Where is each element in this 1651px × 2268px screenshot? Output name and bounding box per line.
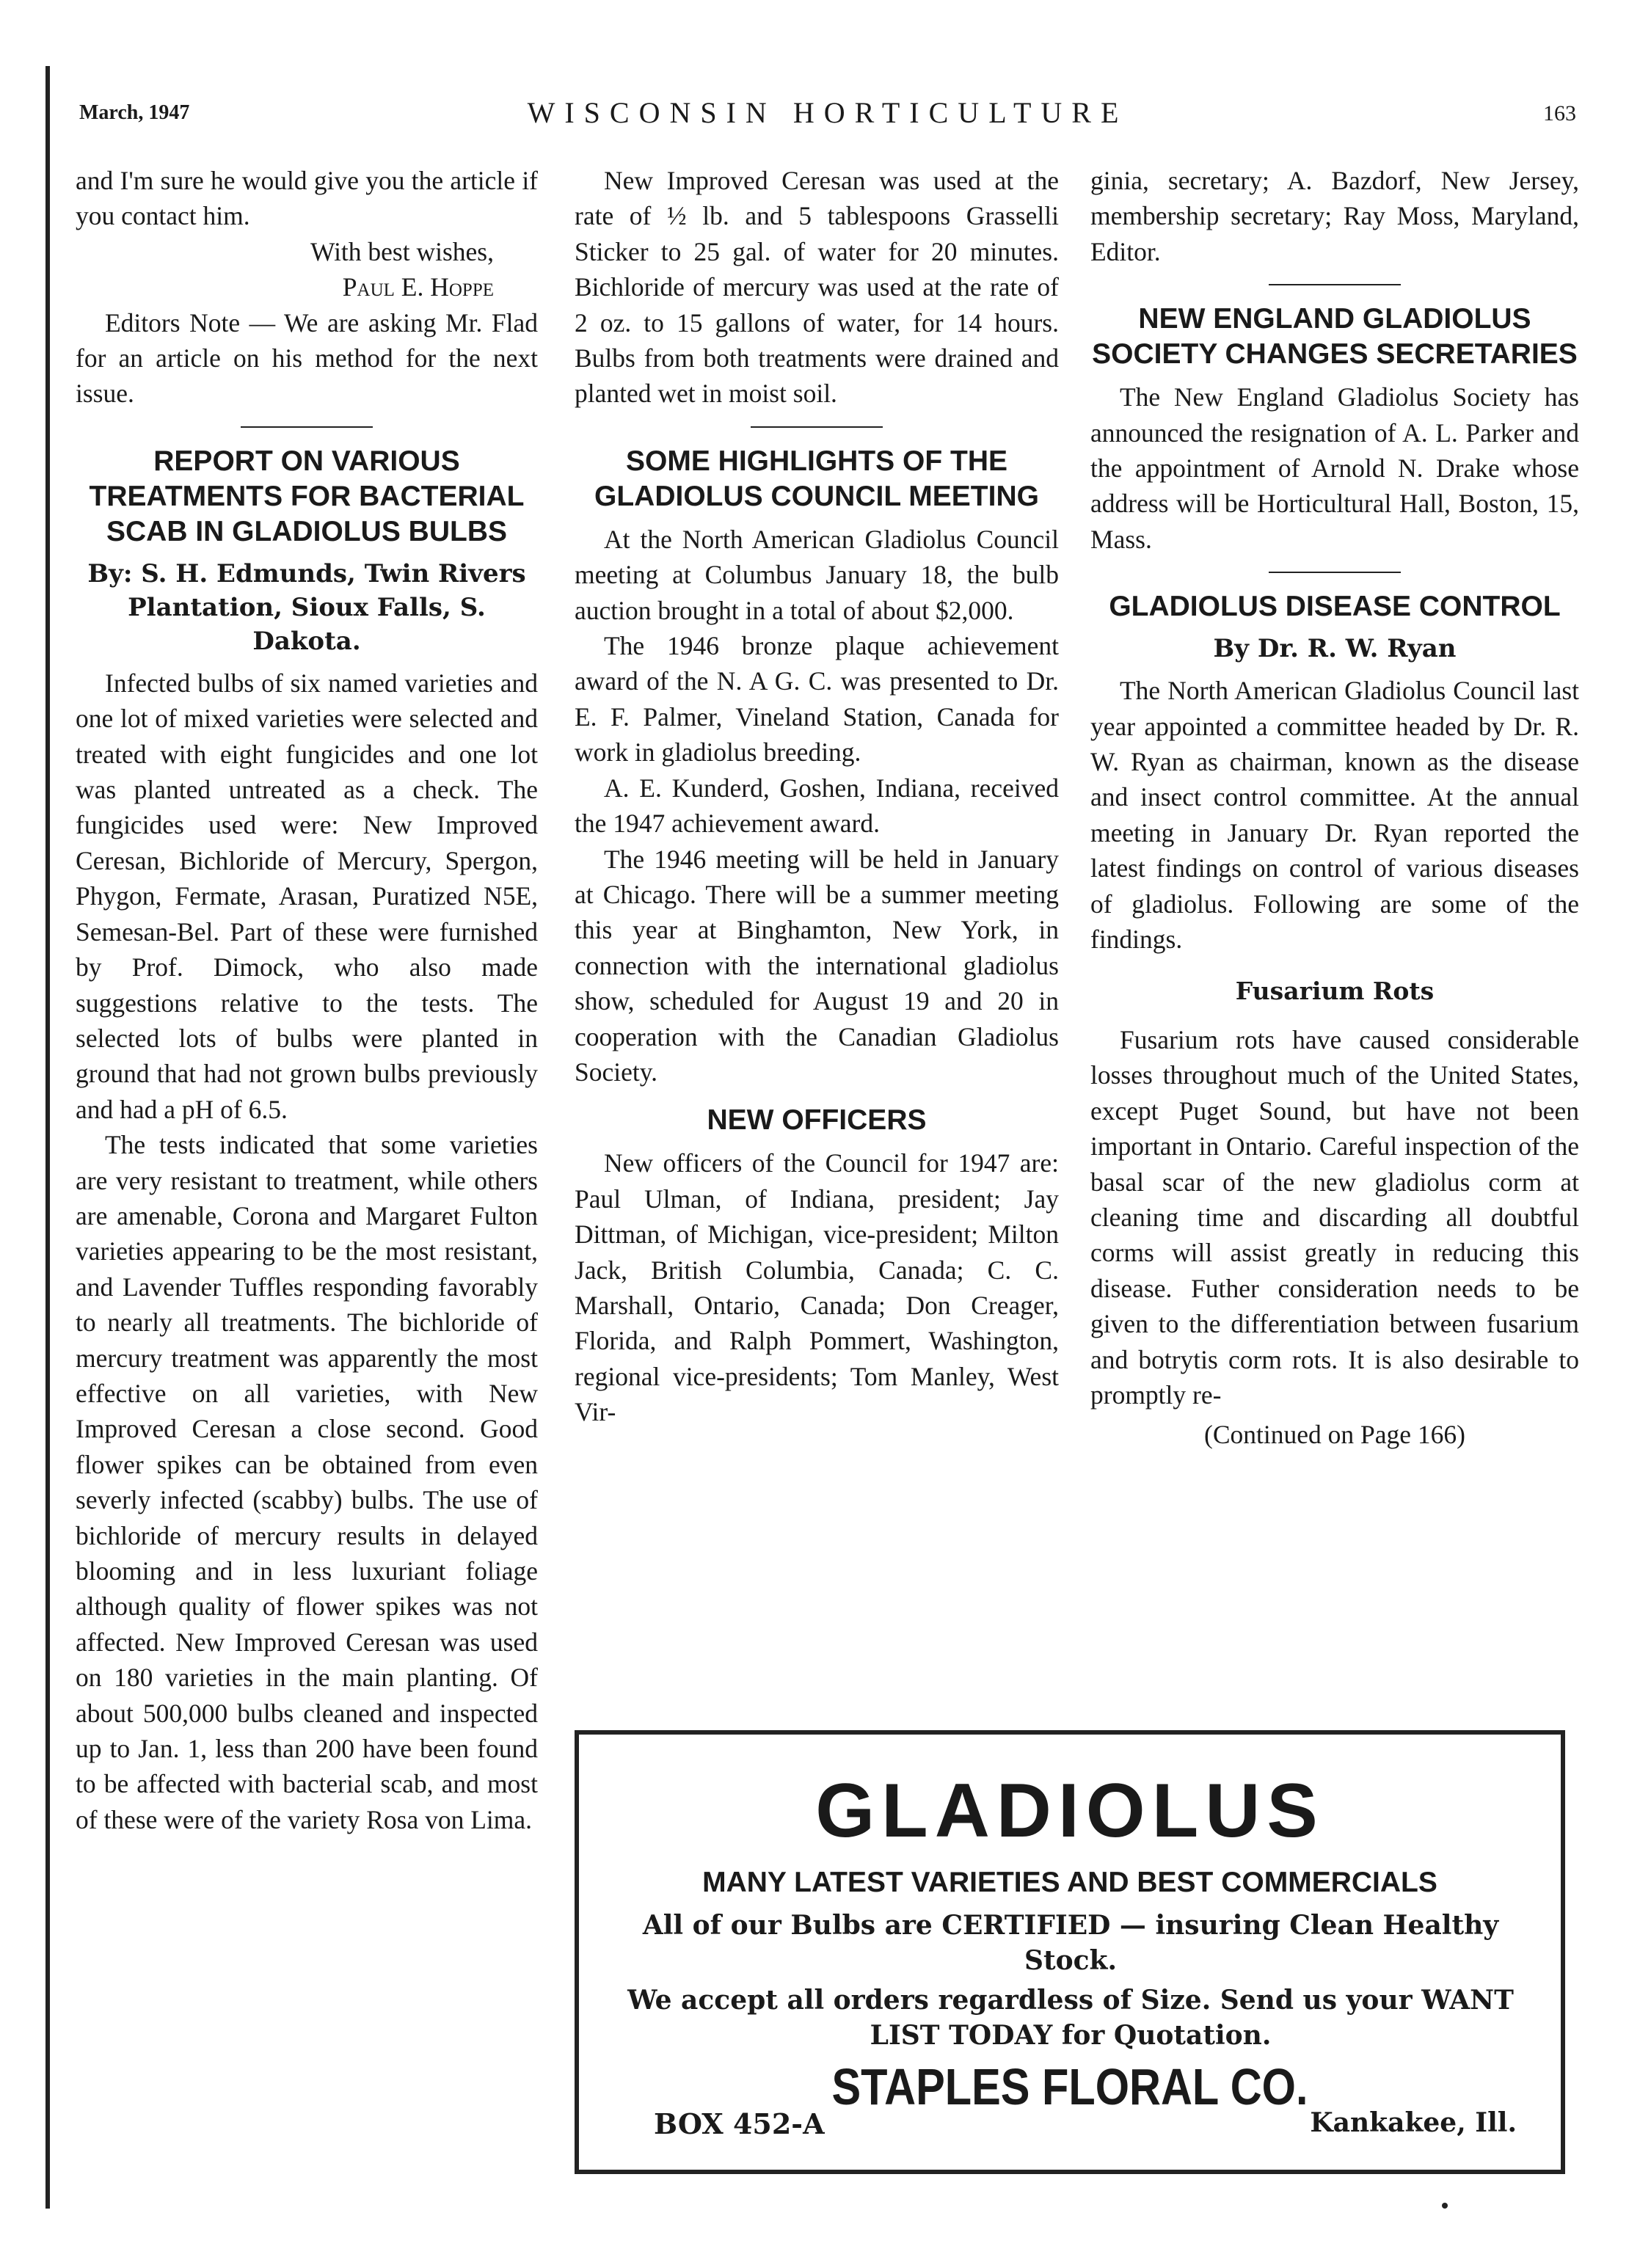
ad-subtitle: MANY LATEST VARIETIES AND BEST COMMERCIALS xyxy=(702,1867,1437,1898)
new-england-heading: NEW ENGLAND GLADIOLUS SOCIETY CHANGES SECRETARIES xyxy=(1092,303,1578,371)
continued-notice: (Continued on Page 166) xyxy=(1204,1420,1465,1450)
page-number: 163 xyxy=(1543,101,1576,125)
fusarium-paragraph: Fusarium rots have caused considerable losses throughout much of the United States, except Puget Sound, but have not been important in Ontario. Careful inspection of the basal scar of the new gladiolus corm at cleaning time and discarding all doubtful corms will assist greatly in reducing this disease. Futher consideration needs to be given to the differentiation between fusarium and botrytis corm rots. It is also desirable to promptly re- xyxy=(1090,1024,1579,1410)
council-paragraph: The 1946 meeting will be held in January at Chicago. There will be a summer meeting this year at Binghamton, New York, in connection with the international gladiolus show, scheduled for August 19 and 20 in cooperation with the Canadian Gladiolus Society. xyxy=(575,844,1059,1087)
new-england-paragraph: The New England Gladiolus Society has announced the resignation of A. L. Parker and the appointment of Arnold N. Drake whose address will be Horticultural Hall, Boston, 15, Mass. xyxy=(1090,382,1579,554)
publication-title: WISCONSIN HORTICULTURE xyxy=(527,96,1129,129)
officers-paragraph-continued: ginia, secretary; A. Bazdorf, New Jersey, membership secretary; Ray Moss, Maryland, Editor. xyxy=(1090,166,1579,266)
report-byline: By: S. H. Edmunds, Twin Rivers Plantation, Sioux Falls, S. Dakota. xyxy=(87,558,526,656)
ad-orders-line: We accept all orders regardless of Size. Send us your WANT LIST TODAY for Quotation. xyxy=(627,1985,1514,2051)
council-heading: SOME HIGHLIGHTS OF THE GLADIOLUS COUNCIL MEETING xyxy=(594,445,1039,512)
section-divider xyxy=(1269,284,1401,285)
staples-floral-advertisement xyxy=(575,1730,1565,2174)
column-1 xyxy=(76,163,538,1837)
ad-city: Kankakee, Ill. xyxy=(1310,2107,1517,2138)
ad-company-name: STAPLES FLORAL CO. xyxy=(831,2058,1308,2115)
disease-control-heading: GLADIOLUS DISEASE CONTROL xyxy=(1109,591,1561,623)
issue-date: March, 1947 xyxy=(79,101,190,124)
report-heading: REPORT ON VARIOUS TREATMENTS FOR BACTERIAL SCAB IN GLADIOLUS BULBS xyxy=(89,445,525,547)
print-speck xyxy=(1442,2203,1448,2209)
ad-box-number: BOX 452-A xyxy=(654,2107,825,2140)
letter-closing: With best wishes, xyxy=(310,236,494,266)
letter-ending: and I'm sure he would give you the article if you contact him. xyxy=(76,166,538,231)
report-paragraph-continued: New Improved Ceresan was used at the rate of ½ lb. and 5 tablespoons Grasselli Sticker to 25 gal. of water for 20 minutes. Bichloride of mercury was used at the rate of 2 oz. to 15 gallons of water, for 14 hours. Bulbs from both treatments were drained and planted wet in moist soil. xyxy=(575,166,1059,409)
ad-certified-line: All of our Bulbs are CERTIFIED — insuring Clean Healthy Stock. xyxy=(642,1910,1499,1976)
ad-title: GLADIOLUS xyxy=(815,1768,1324,1853)
disease-control-paragraph: The North American Gladiolus Council last year appointed a committee headed by Dr. R. W. Ryan as chairman, known as the disease and insect control committee. At the annual meeting in January Dr. Ryan reported the latest findings on control of various diseases of gladiolus. Following are some of the findings. xyxy=(1090,676,1579,955)
letter-signature: Paul E. Hoppe xyxy=(342,272,494,302)
section-divider xyxy=(241,426,373,428)
officers-heading: NEW OFFICERS xyxy=(707,1104,927,1137)
fusarium-subheading: Fusarium Rots xyxy=(1235,976,1435,1005)
column-2 xyxy=(575,163,1059,1430)
disease-control-byline: By Dr. R. W. Ryan xyxy=(1213,634,1457,664)
scan-margin-line xyxy=(45,66,50,2209)
council-paragraph: At the North American Gladiolus Council meeting at Columbus January 18, the bulb auction brought in a total of about $2,000. xyxy=(575,524,1059,625)
officers-paragraph: New officers of the Council for 1947 are: Paul Ulman, of Indiana, president; Jay Dittman, of Michigan, vice-president; Milton Jack, British Columbia, Canada; C. C. Marshall, Ontario, Canada; Don Creager, Florida, and Ralph Pommert, Washington, regional vice-presidents; Tom Manley, West Vir- xyxy=(575,1148,1059,1427)
editors-note: Editors Note — We are asking Mr. Flad for an article on his method for the next issue. xyxy=(76,307,538,409)
council-paragraph: A. E. Kunderd, Goshen, Indiana, received the 1947 achievement award. xyxy=(575,773,1059,839)
report-paragraph: Infected bulbs of six named varieties and one lot of mixed varieties were selected and treated with eight fungicides and one lot was planted untreated as a check. The fungicides used were: New Improved Ceresan, Bichloride of Mercury, Spergon, Phygon, Fermate, Arasan, Puratized N5E, Semesan-Bel. Part of these were furnished by Prof. Dimock, who also made suggestions relative to the tests. The selected lots of bulbs were planted in ground that had not grown bulbs previously and had a pH of 6.5. xyxy=(76,668,538,1124)
report-paragraph: The tests indicated that some varieties are very resistant to treatment, while others are amenable, Corona and Margaret Fulton varieties appearing to be the most resistant, and Lavender Tuffles responding favorably to nearly all treatments. The bichloride of mercury treatment was apparently the most effective on all varieties, with New Improved Ceresan a close second. Good flower spikes can be obtained from even severly infected (scabby) bulbs. The use of bichloride of mercury results in delayed blooming and in less luxuriant foliage although quality of flower spikes was not affected. New Improved Ceresan was used on 180 varieties in the main planting. Of about 500,000 bulbs cleaned and inspected up to Jan. 1, less than 200 have been found to be affected with bacterial scab, and most of these were of the variety Rosa von Lima. xyxy=(76,1130,538,1834)
section-divider xyxy=(751,426,883,428)
section-divider xyxy=(1269,572,1401,573)
council-paragraph: The 1946 bronze plaque achievement award of the N. A G. C. was presented to Dr. E. F. Palmer, Vineland Station, Canada for work in gladiolus breeding. xyxy=(575,631,1059,767)
running-header xyxy=(79,95,1576,139)
column-3 xyxy=(1090,163,1579,1453)
